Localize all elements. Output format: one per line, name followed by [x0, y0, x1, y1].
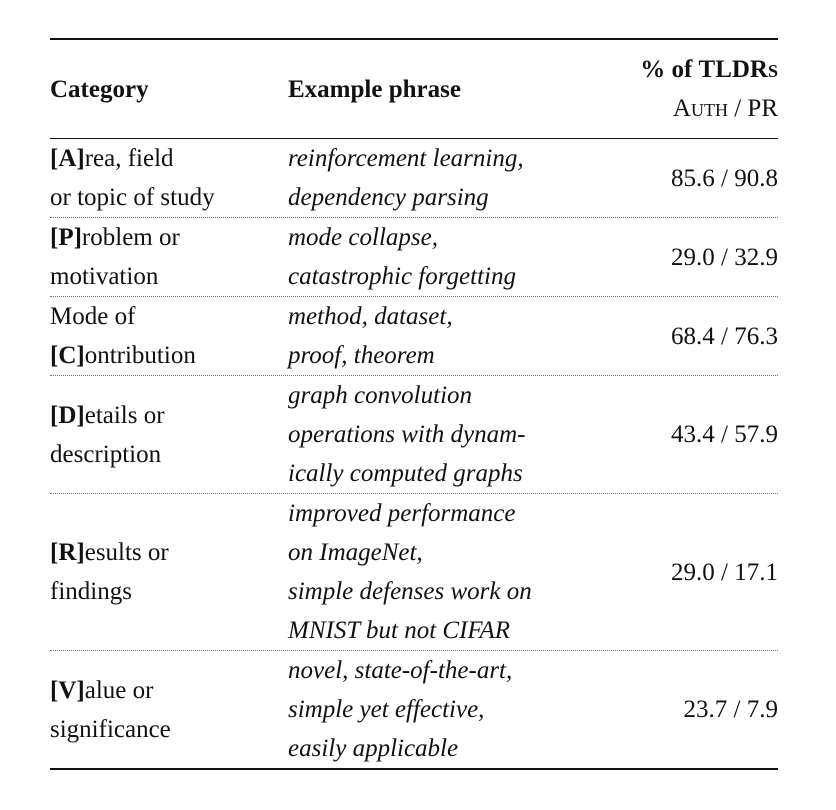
- category-cell: [50, 396, 288, 474]
- category-key: [A]: [50, 145, 85, 172]
- example-phrase-line: on ImageNet,: [288, 539, 423, 566]
- percent-value-cell: [600, 238, 778, 277]
- category-key: [C]: [50, 342, 85, 369]
- percent-value: 68.4 / 76.3: [671, 322, 778, 350]
- table-row: [50, 376, 778, 493]
- category-name: ontribution: [84, 342, 196, 369]
- header-example-phrase: Example phrase: [288, 75, 461, 103]
- example-phrase-line: simple defenses work on: [288, 578, 532, 605]
- header-percent-tldrs: % of TLDRs: [640, 56, 778, 83]
- percent-value: 43.4 / 57.9: [671, 421, 778, 448]
- category-cell: [50, 297, 288, 375]
- category-key: [D]: [50, 401, 85, 429]
- category-name: rea, field: [84, 145, 174, 172]
- example-phrase-line: easily applicable: [288, 735, 459, 762]
- category-name: roblem or: [81, 224, 180, 251]
- example-phrase-line: improved performance: [288, 500, 516, 527]
- percent-value: 29.0 / 17.1: [671, 558, 778, 586]
- header-row: [50, 40, 778, 138]
- header-auth-pr: Auth / PR: [672, 95, 778, 122]
- example-phrase-line: method, dataset,: [288, 303, 453, 330]
- percent-value-cell: [600, 159, 778, 198]
- table-body: [50, 139, 778, 768]
- example-phrase-line: operations with dynam-: [288, 421, 526, 448]
- bottom-rule: [50, 768, 778, 770]
- category-cell: [50, 139, 288, 217]
- example-phrase-line: MNIST but not CIFAR: [288, 617, 511, 644]
- table-row: [50, 139, 778, 217]
- table-row: [50, 494, 778, 650]
- table-row: [50, 297, 778, 375]
- example-phrase-line: mode collapse,: [288, 224, 438, 251]
- example-phrase-line: dependency parsing: [288, 184, 489, 211]
- percent-value-cell: [600, 553, 778, 592]
- category-cell: [50, 671, 288, 749]
- example-phrase-line: reinforcement learning,: [288, 145, 524, 172]
- category-cell: [50, 533, 288, 611]
- category-cell: [50, 218, 288, 296]
- percent-value: 29.0 / 32.9: [671, 243, 778, 271]
- example-phrase-line: ically computed graphs: [288, 460, 523, 487]
- category-key: [R]: [50, 539, 85, 566]
- percent-value-cell: [600, 415, 778, 454]
- category-key: [V]: [50, 676, 85, 704]
- example-phrase-line: simple yet effective,: [288, 696, 485, 723]
- percent-value: 85.6 / 90.8: [671, 164, 778, 192]
- table-row: [50, 218, 778, 296]
- category-line: or topic of study: [50, 184, 215, 211]
- example-phrase-line: proof, theorem: [288, 342, 435, 369]
- table-row: [50, 651, 778, 768]
- example-phrase-line: graph convolution: [288, 382, 473, 409]
- example-phrase-cell: [288, 297, 600, 375]
- example-phrase-cell: [288, 494, 600, 650]
- category-line: findings: [50, 578, 132, 605]
- category-line: description: [50, 440, 162, 468]
- category-line: significance: [50, 715, 171, 743]
- example-phrase-cell: [288, 651, 600, 768]
- category-line: motivation: [50, 263, 159, 290]
- example-phrase-line: catastrophic forgetting: [288, 263, 516, 290]
- percent-value-cell: [600, 317, 778, 356]
- example-phrase-cell: [288, 218, 600, 296]
- percent-value: 23.7 / 7.9: [683, 696, 778, 723]
- header-category: Category: [50, 75, 149, 103]
- category-name: alue or: [84, 676, 154, 704]
- category-name: etails or: [84, 401, 165, 429]
- example-phrase-cell: [288, 376, 600, 493]
- category-line: Mode of: [50, 303, 136, 330]
- percent-value-cell: [600, 690, 778, 729]
- tldr-category-table: [50, 38, 778, 770]
- example-phrase-cell: [288, 139, 600, 217]
- example-phrase-line: novel, state-of-the-art,: [288, 657, 513, 684]
- category-name: esults or: [84, 539, 169, 566]
- category-key: [P]: [50, 224, 82, 251]
